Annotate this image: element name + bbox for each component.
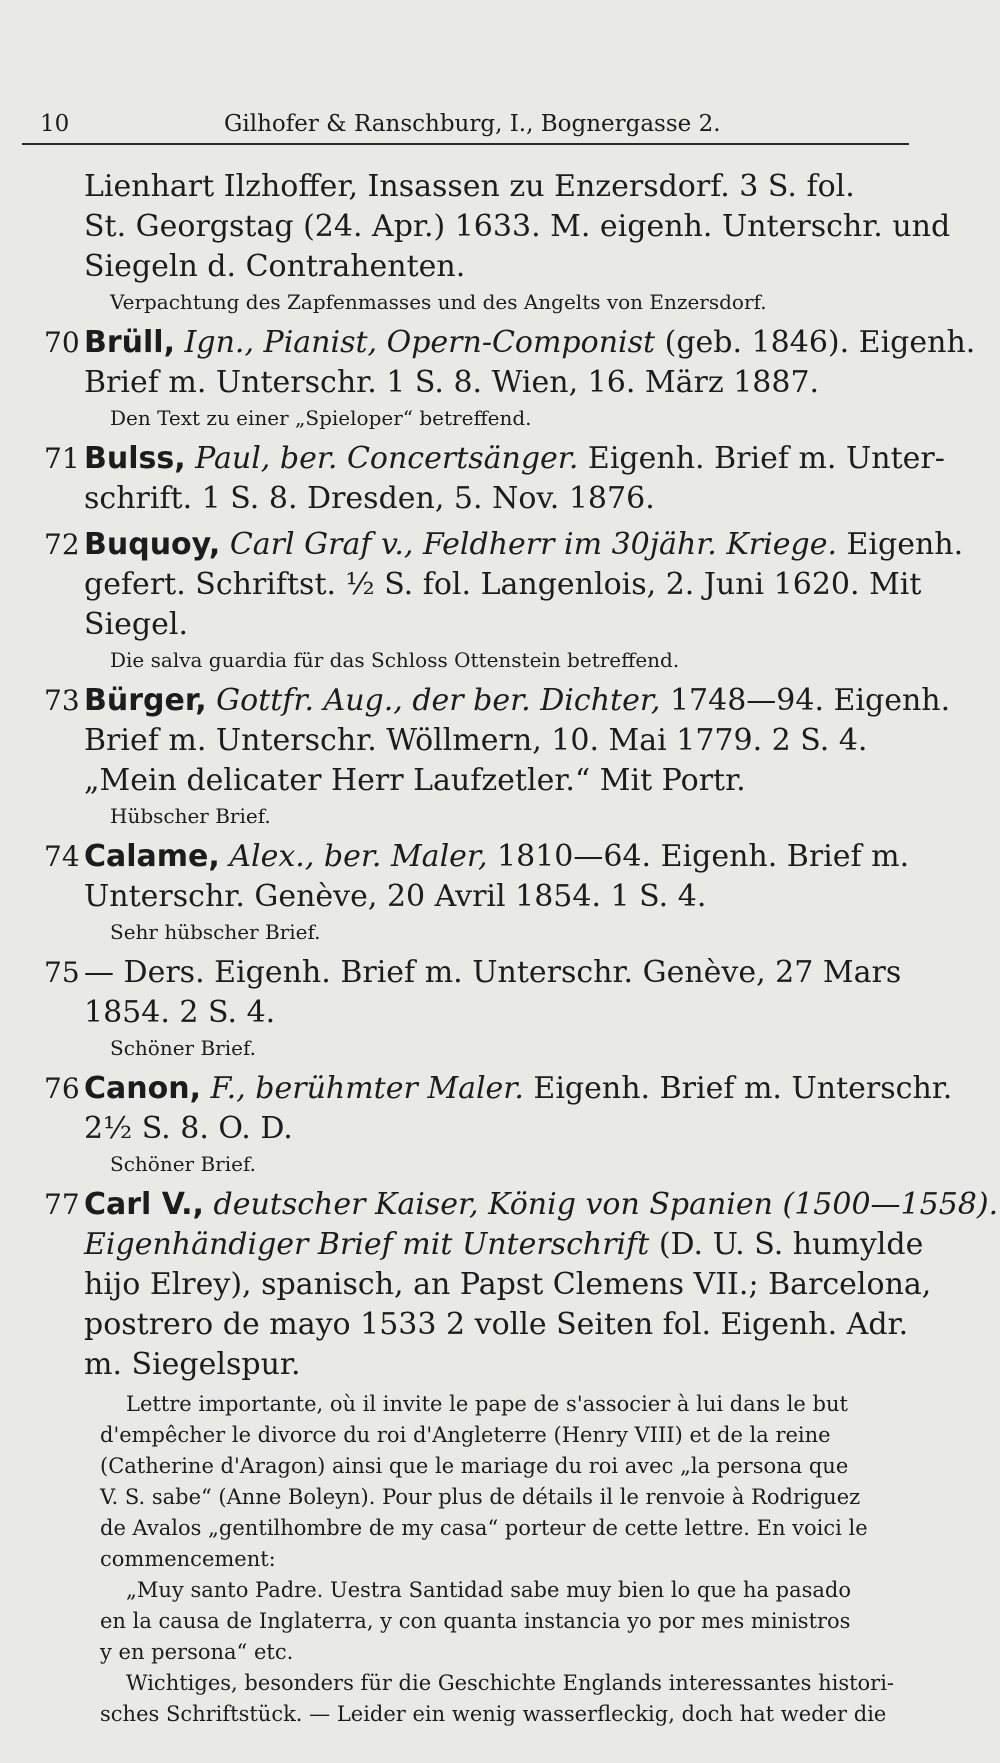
entry-name: Canon,: [84, 1071, 201, 1106]
entry-number: 76: [44, 1072, 80, 1105]
running-header: [40, 106, 910, 146]
entry-74: [44, 837, 924, 947]
entry-name: Bürger,: [84, 683, 207, 718]
entry-number: 70: [44, 326, 80, 359]
header-title: Gilhofer & Ranschburg, I., Bognergasse 2.: [224, 111, 721, 137]
entry-name: Brüll,: [84, 325, 175, 360]
entry-72: [44, 525, 964, 675]
entry-line: „Mein delicater Herr Laufzetler.“ Mit Portr.: [84, 763, 746, 798]
header-rule: [22, 143, 909, 145]
entry-details: Eigenh. Brief m. Unter-: [578, 441, 945, 476]
note-line: Lettre importante, où il invite le pape de s'associer à lui dans le but: [126, 1392, 848, 1416]
spanish-quote: [84, 1575, 924, 1668]
entry-73: [44, 681, 951, 831]
entry-70: [44, 323, 976, 433]
entry-number: 74: [44, 840, 80, 873]
entry-description: deutscher Kaiser, König von Spanien (1500—1558).: [213, 1187, 999, 1222]
entry-details: (geb. 1846). Eigenh.: [655, 325, 976, 360]
entry-number: 71: [44, 442, 80, 475]
entry-76: [44, 1069, 953, 1179]
note-line: d'empêcher le divorce du roi d'Angleterre (Henry VIII) et de la reine: [100, 1423, 831, 1447]
entry-line: postrero de mayo 1533 2 volle Seiten fol. Eigenh. Adr.: [84, 1307, 909, 1342]
entry-line: — Ders. Eigenh. Brief m. Unterschr. Genève, 27 Mars: [84, 955, 902, 990]
entry-description: Ign., Pianist, Opern-Componist: [184, 325, 656, 360]
note-line: V. S. sabe“ (Anne Boleyn). Pour plus de détails il le renvoie à Rodriguez: [100, 1485, 861, 1509]
note-line: de Avalos „gentilhombre de my casa“ porteur de cette lettre. En voici le: [100, 1516, 868, 1540]
entry-details: Eigenh.: [836, 527, 964, 562]
note-line: (Catherine d'Aragon) ainsi que le mariage du roi avec „la persona que: [100, 1454, 849, 1478]
entry-name: Bulss,: [84, 441, 186, 476]
entry-note: Die salva guardia für das Schloss Ottenstein betreffend.: [110, 648, 680, 672]
entry-line: schrift. 1 S. 8. Dresden, 5. Nov. 1876.: [84, 481, 655, 516]
entry-line: Brief m. Unterschr. Wöllmern, 10. Mai 1779. 2 S. 4.: [84, 723, 868, 758]
quote-line: en la causa de Inglaterra, y con quanta instancia yo por mes ministros: [100, 1609, 851, 1633]
entry-details: (D. U. S. humylde: [649, 1227, 924, 1262]
entry-description: Alex., ber. Maler,: [229, 839, 488, 874]
note-line: sches Schriftstück. — Leider ein wenig wasserfleckig, doch hat weder die: [100, 1702, 887, 1726]
entry-note: Hübscher Brief.: [110, 804, 271, 828]
entry-name: Carl V.,: [84, 1187, 204, 1222]
entry-71: [44, 439, 945, 519]
quote-line: „Muy santo Padre. Uestra Santidad sabe muy bien lo que ha pasado: [126, 1578, 852, 1602]
note-line: Wichtiges, besonders für die Geschichte Englands interessantes histori-: [126, 1671, 895, 1695]
entry-details: 1748—94. Eigenh.: [660, 683, 951, 718]
entry-description: Gottfr. Aug., der ber. Dichter,: [216, 683, 661, 718]
entry-continuation: [44, 167, 951, 317]
german-note: [84, 1668, 924, 1730]
quote-line: y en persona“ etc.: [100, 1640, 294, 1664]
entry-number: 75: [44, 956, 80, 989]
entry-line: St. Georgstag (24. Apr.) 1633. M. eigenh. Unterschr. und: [84, 209, 951, 244]
entry-description: F., berühmter Maler.: [210, 1071, 524, 1106]
entry-description: Carl Graf v., Feldherr im 30jähr. Kriege.: [229, 527, 837, 562]
page-number: 10: [40, 111, 70, 137]
entry-name: Calame,: [84, 839, 220, 874]
entry-77: [44, 1185, 999, 1730]
entry-line: hijo Elrey), spanisch, an Papst Clemens VII.; Barcelona,: [84, 1267, 932, 1302]
entry-line: Brief m. Unterschr. 1 S. 8. Wien, 16. März 1887.: [84, 365, 820, 400]
entry-details: 1810—64. Eigenh. Brief m.: [487, 839, 910, 874]
entry-line: m. Siegelspur.: [84, 1347, 301, 1382]
note-line: commencement:: [100, 1547, 276, 1571]
french-note: [84, 1389, 924, 1575]
entry-line: Siegeln d. Contrahenten.: [84, 249, 466, 284]
entry-number: 72: [44, 528, 80, 561]
entry-number: 77: [44, 1188, 80, 1221]
entry-note: Schöner Brief.: [110, 1152, 256, 1176]
entry-description: Eigenhändiger Brief mit Unterschrift: [84, 1227, 650, 1262]
entry-note: Den Text zu einer „Spieloper“ betreffend.: [110, 406, 532, 430]
catalog-entries: [44, 167, 999, 1736]
entry-line: gefert. Schriftst. ½ S. fol. Langenlois, 2. Juni 1620. Mit: [84, 567, 922, 602]
entry-note: Verpachtung des Zapfenmasses und des Angelts von Enzersdorf.: [110, 290, 767, 314]
entry-line: Unterschr. Genève, 20 Avril 1854. 1 S. 4.: [84, 879, 707, 914]
entry-line: 1854. 2 S. 4.: [84, 995, 276, 1030]
entry-line: 2½ S. 8. O. D.: [84, 1111, 293, 1146]
entry-name: Buquoy,: [84, 527, 221, 562]
entry-note: Schöner Brief.: [110, 1036, 256, 1060]
entry-75: [44, 953, 924, 1063]
entry-note: Sehr hübscher Brief.: [110, 920, 321, 944]
entry-line: Siegel.: [84, 607, 188, 642]
entry-details: Eigenh. Brief m. Unterschr.: [523, 1071, 953, 1106]
entry-description: Paul, ber. Concertsänger.: [195, 441, 579, 476]
entry-line: Lienhart Ilzhoffer, Insassen zu Enzersdorf. 3 S. fol.: [84, 169, 855, 204]
entry-number: 73: [44, 684, 80, 717]
